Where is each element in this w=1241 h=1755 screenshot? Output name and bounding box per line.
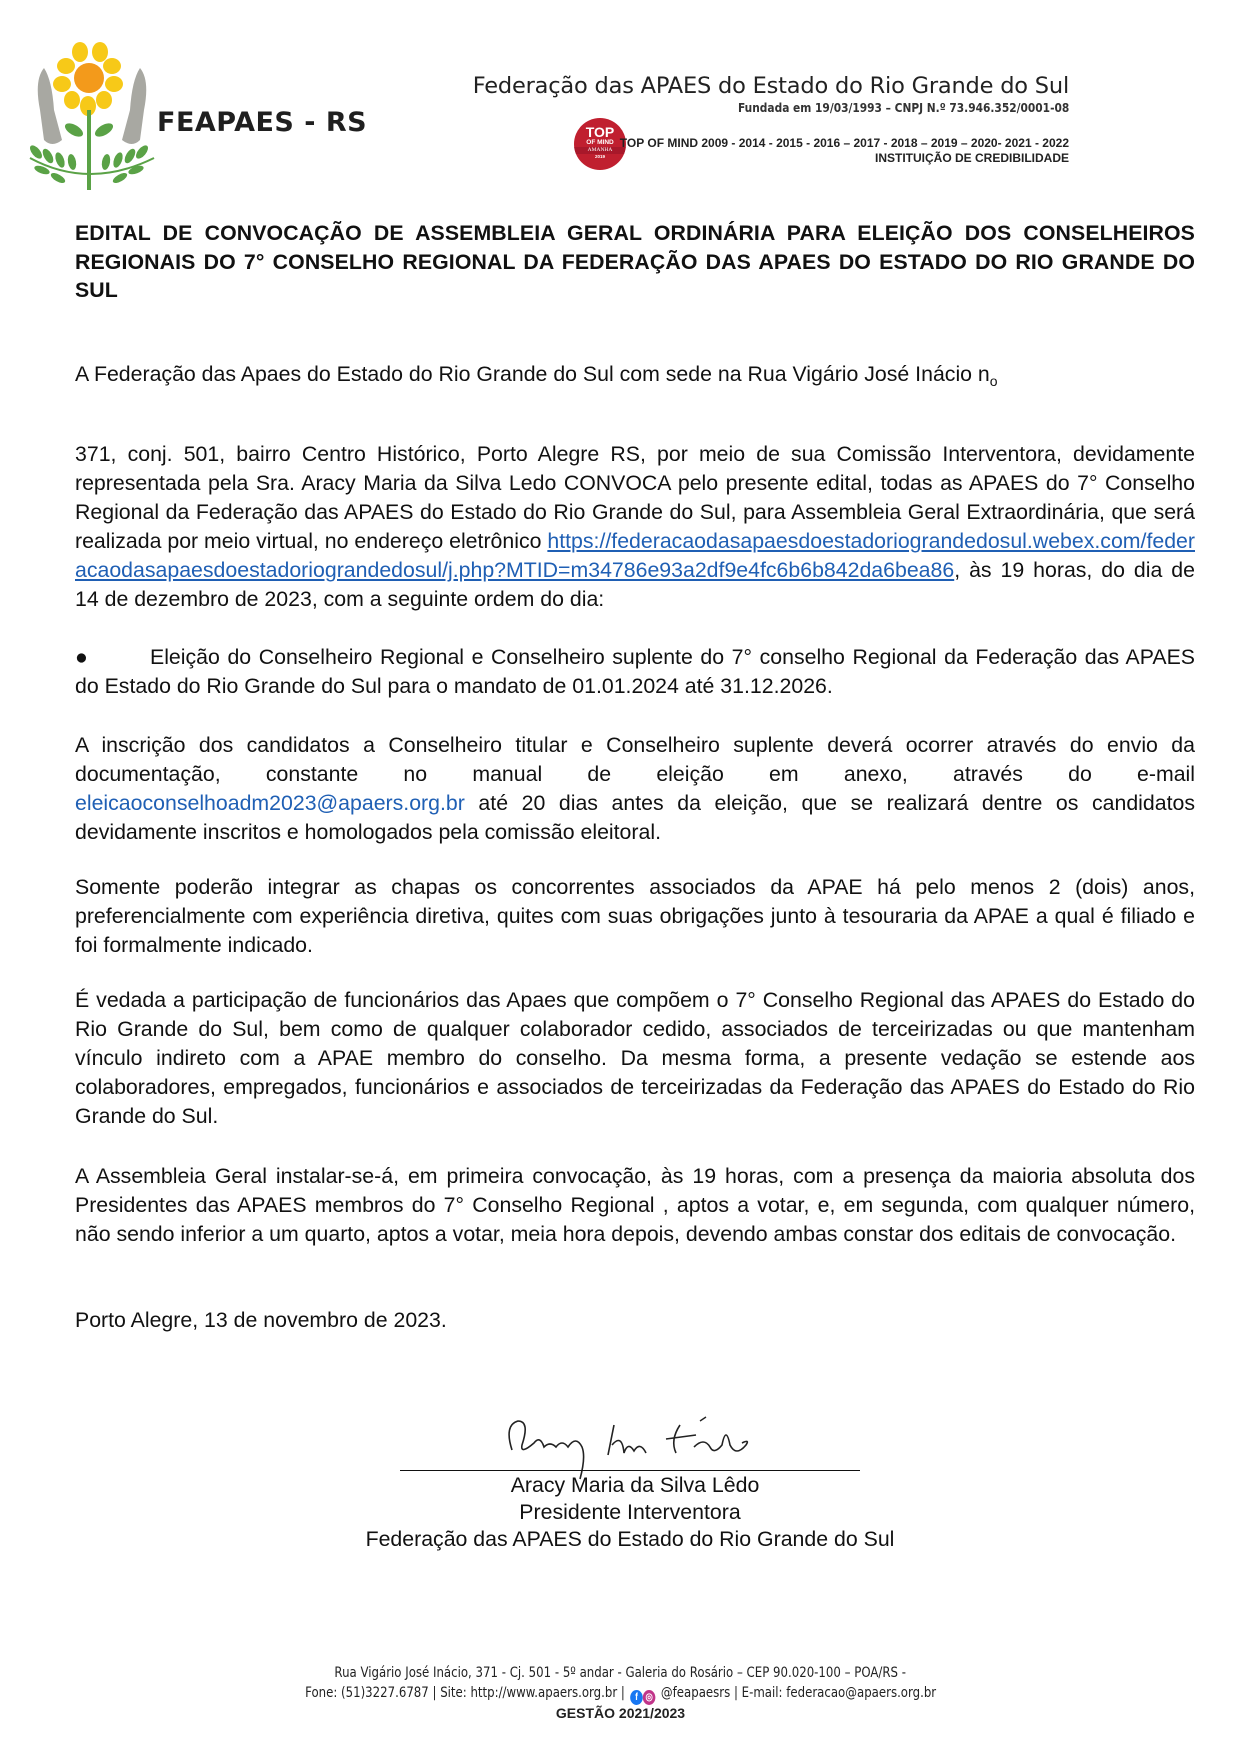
numero-subscript: o (989, 373, 998, 389)
agenda-item-text: Eleição do Conselheiro Regional e Conselheiro suplente do 7° conselho Regional da Federação das APAES do Estado do Rio Grande do Sul para o mandato de 01.01.2024 até 31.12.2026. (75, 645, 1195, 698)
document-title: EDITAL DE CONVOCAÇÃO DE ASSEMBLEIA GERAL ORDINÁRIA PARA ELEIÇÃO DOS CONSELHEIROS REGIONAIS DO 7° CONSELHO REGIONAL DA FEDERAÇÃO DAS APAES DO ESTADO DO RIO GRANDE DO SUL (75, 221, 1195, 302)
feapaes-logo (22, 40, 162, 195)
top-of-mind-badge-icon (574, 118, 626, 170)
signatory-role: Presidente Interventora (519, 1500, 741, 1524)
intro-text: A Federação das Apaes do Estado do Rio Grande do Sul com sede na Rua Vigário José Inácio n (75, 362, 990, 386)
credibility-label: INSTITUIÇÃO DE CREDIBILIDADE (874, 151, 1069, 165)
footer-phone-site: Fone: (51)3227.6787 | Site: http://www.apaers.org.br | (304, 1685, 629, 1701)
footer-management: GESTÃO 2021/2023 (555, 1705, 686, 1721)
convocation-text: 371, conj. 501, bairro Centro Histórico, Porto Alegre RS, por meio de sua Comissão Interventora, devidamente representada pela Sra. Aracy Maria da Silva Ledo CONVOCA pelo presente edital, todas as APAES do 7° Conselho Regional da Federação das APAES do Estado do Rio Grande do Sul, para Assembleia Geral Extraordinária, que será realizada por meio virtual, no endereço eletrônico (75, 442, 1195, 553)
meeting-link[interactable]: https://federacaodasapaesdoestadoriograndedosul.webex.com/federacaodasapaesdoestadoriograndedosul/j.php?MTID=m34786e93a2df9e4fc6b6b842da6bea86 (75, 529, 1195, 582)
badge-line-amanha: AMANHA (574, 147, 626, 154)
paragraph-restriction: É vedada a participação de funcionários das Apaes que compõem o 7° Conselho Regional das APAES do Estado do Rio Grande do Sul, bem como de qualquer colaborador cedido, associados de terceirizadas ou que mantenham vínculo indireto com a APAE membro do conselho. Da mesma forma, a presente vedação se estende aos colaboradores, empregados, funcionários e associados de terceirizadas da Federação das APAES do Estado do Rio Grande do Sul. (75, 988, 1195, 1128)
footer-address (0, 1663, 1241, 1683)
paragraph-convocation (75, 440, 1195, 614)
registration-text: A inscrição dos candidatos a Conselheiro titular e Conselheiro suplente deverá ocorrer através do envio da documentação, constante no manual de eleição em anexo, através do e-mail (75, 733, 1195, 786)
badge-line-top: TOP (585, 124, 615, 140)
signatory-name: Aracy Maria da Silva Lêdo (510, 1473, 760, 1497)
election-email-link[interactable]: eleicaoconselhoadm2023@apaers.org.br (75, 791, 465, 815)
top-of-mind-block (620, 136, 1069, 166)
flower-hands-logo-icon (22, 40, 162, 195)
org-name: Federação das APAES do Estado do Rio Grande do Sul (472, 73, 1069, 99)
paragraph-eligibility: Somente poderão integrar as chapas os concorrentes associados da APAE há pelo menos 2 (dois) anos, preferencialmente com experiência diretiva, quites com suas obrigações junto à tesouraria da APAE a qual é filiado e foi formalmente indicado. (75, 875, 1195, 957)
badge-line-ofmind: OF MIND (586, 139, 614, 146)
agenda-item (75, 643, 1195, 701)
paragraph-intro (75, 360, 1195, 396)
registration-text-after: até 20 dias antes da eleição, que se realizará dentre os candidatos devidamente inscritos e homologados pela comissão eleitoral. (75, 791, 1195, 844)
org-founded-cnpj: Fundada em 19/03/1993 – CNPJ N.º 73.946.352/0001-08 (737, 100, 1069, 115)
footer-address-text: Rua Vigário José Inácio, 371 - Cj. 501 - 5º andar - Galeria do Rosário – CEP 90.020-100 – POA/RS - (334, 1665, 907, 1681)
facebook-icon[interactable]: f (630, 1690, 643, 1705)
logo-wordmark: FEAPAES - RS (157, 107, 368, 138)
paragraph-registration (75, 731, 1195, 847)
top-of-mind-years: TOP OF MIND 2009 - 2014 - 2015 - 2016 – 2017 - 2018 – 2019 – 2020- 2021 - 2022 (619, 136, 1069, 150)
signature-line (400, 1470, 860, 1471)
footer-social-email: @feapaesrs | E-mail: federacao@apaers.org.br (657, 1685, 937, 1701)
bullet-icon: ● (75, 645, 88, 669)
document-date: Porto Alegre, 13 de novembro de 2023. (75, 1308, 447, 1332)
signature-block (300, 1395, 960, 1551)
instagram-icon[interactable]: ◎ (643, 1690, 656, 1705)
paragraph-quorum: A Assembleia Geral instalar-se-á, em primeira convocação, às 19 horas, com a presença da maioria absoluta dos Presidentes das APAES membros do 7° Conselho Regional , aptos a votar, e, em segunda, com qualquer número, não sendo inferior a um quarto, aptos a votar, meia hora depois, devendo ambas constar dos editais de convocação. (75, 1164, 1195, 1246)
badge-line-year: 2019 (594, 154, 605, 159)
org-header (473, 73, 1069, 117)
signatory-organization: Federação das APAES do Estado do Rio Grande do Sul (365, 1527, 895, 1551)
convocation-text-after: , às 19 horas, do dia de 14 de dezembro de 2023, com a seguinte ordem do dia: (75, 558, 1195, 611)
